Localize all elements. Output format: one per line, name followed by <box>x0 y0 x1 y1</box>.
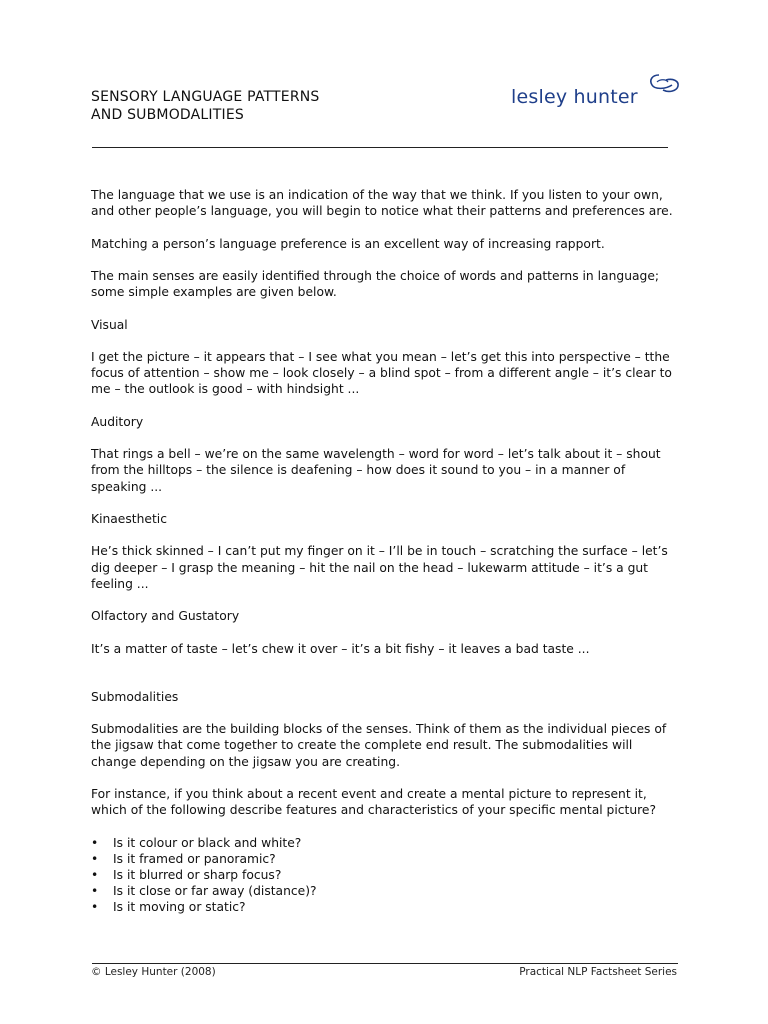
visual-text: I get the picture – it appears that – I see what you mean – let’s get this into perspective – tthe focus of attention – show me – look closely – a blind spot – from a different angle – it’s clear to me – the outlook is good – with hindsight ... <box>91 349 672 397</box>
logo-swirl-icon <box>646 72 682 100</box>
document-body <box>91 187 681 916</box>
logo-text: lesley hunter <box>511 86 638 108</box>
submodalities-heading: Submodalities <box>91 689 179 704</box>
auditory-text: That rings a bell – we’re on the same wavelength – word for word – let’s talk about it – shout from the hilltops – the silence is deafening – how does it sound to you – in a manner of speaking ... <box>91 447 661 494</box>
submodalities-text: Submodalities are the building blocks of the senses. Think of them as the individual pieces of the jigsaw that come together to create the complete end result. The submodalities will change depending on the jigsaw you are creating. <box>91 722 667 769</box>
footer-divider <box>92 963 678 964</box>
list-item: • Is it colour or black and white? <box>91 835 302 850</box>
submodality-questions-list <box>91 835 681 916</box>
list-item: • Is it moving or static? <box>91 900 246 915</box>
bullet-icon: • <box>91 835 99 850</box>
list-item: • Is it blurred or sharp focus? <box>91 867 282 882</box>
intro-paragraph-3: The main senses are easily identified through the choice of words and patterns in language; some simple examples are given below. <box>91 268 660 300</box>
intro-paragraph-2: Matching a person’s language preference is an excellent way of increasing rapport. <box>91 236 605 251</box>
footer-copyright: © Lesley Hunter (2008) <box>91 966 216 978</box>
olfactory-text: It’s a matter of taste – let’s chew it over – it’s a bit fishy – it leaves a bad taste ... <box>91 641 590 656</box>
brand-logo <box>508 72 680 112</box>
title-line-2: AND SUBMODALITIES <box>91 107 244 123</box>
bullet-icon: • <box>91 867 99 882</box>
bullet-icon: • <box>91 851 99 866</box>
list-item: • Is it framed or panoramic? <box>91 851 276 866</box>
olfactory-heading: Olfactory and Gustatory <box>91 609 240 624</box>
kinaesthetic-text: He’s thick skinned – I can’t put my finger on it – I’ll be in touch – scratching the surface – let’s dig deeper – I grasp the meaning – hit the nail on the head – lukewarm attitude – it’s a gut feeling ... <box>91 544 668 591</box>
bullet-icon: • <box>91 900 99 915</box>
title-line-1: SENSORY LANGUAGE PATTERNS <box>91 89 320 105</box>
list-item: • Is it close or far away (distance)? <box>91 884 317 899</box>
intro-paragraph-1: The language that we use is an indication of the way that we think. If you listen to your own, and other people’s language, you will begin to notice what their patterns and preferences are. <box>91 188 673 219</box>
header-divider <box>92 147 668 148</box>
instance-text: For instance, if you think about a recent event and create a mental picture to represent it, which of the following describe features and characteristics of your specific mental picture? <box>91 786 657 818</box>
bullet-icon: • <box>91 884 99 899</box>
visual-heading: Visual <box>91 317 128 332</box>
footer-series: Practical NLP Factsheet Series <box>519 966 677 978</box>
auditory-heading: Auditory <box>91 414 144 429</box>
page-title <box>91 88 320 124</box>
kinaesthetic-heading: Kinaesthetic <box>91 511 167 526</box>
